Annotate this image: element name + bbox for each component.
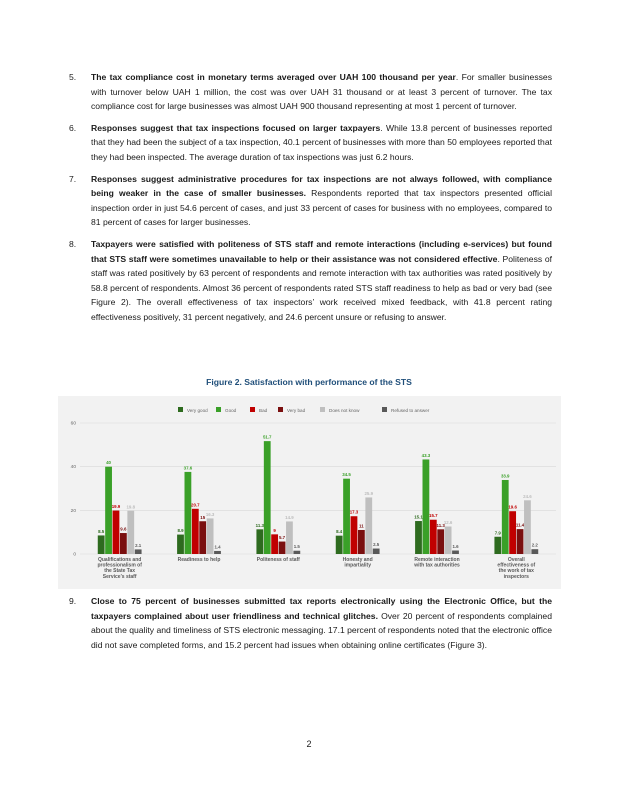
legend-swatch xyxy=(278,407,283,412)
data-label: 20.7 xyxy=(191,502,200,508)
x-tick-label: Readiness to help xyxy=(177,557,221,563)
data-label: 7.9 xyxy=(494,530,501,536)
x-tick-label: with tax authorities xyxy=(414,562,460,569)
data-label: 16.3 xyxy=(205,511,215,517)
data-label: 11.3 xyxy=(255,522,264,528)
numbered-list xyxy=(64,70,552,332)
item-number: 5. xyxy=(69,72,77,82)
legend-label: Good xyxy=(225,408,237,413)
item-lead: Responses suggest administrative procedures for tax inspections are not always followed, with compliance being weaker in the case of smaller businesses. xyxy=(91,173,552,199)
item-lead: Taxpayers were satisfied with politeness of STS staff and remote interactions (including e-services) but found that STS staff were sometimes unavailable to help or their assistance was not considered effective xyxy=(91,238,552,264)
data-label: 40 xyxy=(106,460,112,466)
data-label: 15.7 xyxy=(429,513,438,519)
data-label: 15.1 xyxy=(414,514,423,520)
y-tick-label: 0 xyxy=(73,552,76,558)
x-tick-label: Service's staff xyxy=(102,573,137,580)
legend-label: Bad xyxy=(259,408,268,413)
data-label: 11.4 xyxy=(515,522,525,528)
data-label: 12.6 xyxy=(443,519,453,525)
item-body: . Politeness of staff was rated positively by 63 percent of respondents and remote interaction with tax authorities was rated positively by 58.8 percent of respondents. Almost 36 percent of respondents rated STS staff readiness to help as bad or very bad (see Figure 2). The overall effectiveness of tax inspectors’ work received mixed feedback, with 41.8 percent rating effectiveness positively, 31 percent negatively, and 24.6 percent unsure or refusing to answer. xyxy=(91,253,552,322)
data-label: 24.6 xyxy=(523,493,532,499)
satisfaction-chart xyxy=(58,396,561,589)
bar xyxy=(271,534,278,554)
bar xyxy=(517,529,524,554)
bar xyxy=(509,511,516,554)
data-label: 1.5 xyxy=(293,544,300,550)
item-body: . For smaller businesses with turnover below UAH 1 million, the cost was over UAH 31 thousand or at least 3 percent of turnover. The tax compliance cost for large businesses was almost UAH 900 thousand representing at most 1 percent of turnover. xyxy=(91,72,552,112)
bar xyxy=(105,467,112,554)
data-label: 25.9 xyxy=(364,490,374,496)
page-number: 2 xyxy=(306,739,312,749)
bar xyxy=(264,441,271,554)
bar xyxy=(415,521,422,554)
legend-swatch xyxy=(250,407,255,412)
bar xyxy=(279,542,286,554)
list-item xyxy=(64,237,552,325)
bar xyxy=(127,511,134,554)
bar xyxy=(177,535,184,554)
data-label: 1.4 xyxy=(214,544,221,550)
item-number: 6. xyxy=(69,122,77,133)
bar xyxy=(256,529,263,554)
legend-swatch xyxy=(216,407,221,412)
bar xyxy=(358,530,365,554)
numbered-list-continued xyxy=(64,594,552,659)
bar xyxy=(343,479,350,554)
legend-label: Very good xyxy=(187,408,208,413)
bar xyxy=(373,549,380,554)
bar xyxy=(286,521,293,554)
bar xyxy=(135,549,142,554)
bar xyxy=(214,551,221,554)
bar xyxy=(494,537,501,554)
data-label: 2.1 xyxy=(135,542,142,548)
item-lead: Close to 75 percent of businesses submitted tax reports electronically using the Electronic Office, but the taxpayers complained about user friendliness and technical glitches. xyxy=(91,596,552,621)
list-item xyxy=(64,594,552,652)
x-tick-label: professionalism of xyxy=(97,562,142,569)
data-label: 33.9 xyxy=(500,473,510,479)
chart-svg xyxy=(58,396,561,589)
data-label: 2.5 xyxy=(373,542,380,548)
y-tick-label: 40 xyxy=(70,465,76,471)
data-label: 14.9 xyxy=(285,514,294,520)
bar xyxy=(452,551,459,554)
item-body: Respondents reported that tax inspectors presented official inspection order in just 54.6 percent of cases, and just 33 percent of cases for business with no employees, compared to 81 percent of cases for larger businesses. xyxy=(91,188,552,228)
data-label: 19.8 xyxy=(126,504,136,510)
bar xyxy=(185,472,192,554)
bar xyxy=(336,536,343,554)
figure-title: Figure 2. Satisfaction with performance of the STS xyxy=(206,377,412,387)
data-label: 9 xyxy=(273,527,276,533)
item-number: 7. xyxy=(69,173,77,184)
y-tick-label: 20 xyxy=(70,508,76,514)
data-label: 43.3 xyxy=(421,452,431,458)
bar xyxy=(524,500,531,554)
data-label: 15 xyxy=(200,514,206,520)
data-label: 5.7 xyxy=(278,535,286,541)
item-body: . While 13.8 percent of businesses reported that they had been the subject of a tax inspection, 40.1 percent of businesses with more than 50 employees reported that they had been inspected. The average duration of tax inspections was just 6.2 hours. xyxy=(91,122,553,162)
bar xyxy=(113,511,120,554)
data-label: 11 xyxy=(359,523,364,529)
legend-swatch xyxy=(320,407,325,412)
data-label: 17.3 xyxy=(349,509,359,515)
bar xyxy=(120,533,127,554)
x-tick-label: Politeness of staff xyxy=(256,557,300,563)
bar xyxy=(365,497,372,554)
x-tick-label: impartiality xyxy=(344,562,372,569)
data-label: 8.4 xyxy=(336,529,343,535)
x-tick-label: inspectors xyxy=(503,573,529,580)
list-item xyxy=(64,172,552,230)
data-label: 8.9 xyxy=(177,528,184,534)
data-label: 19.9 xyxy=(111,504,121,510)
data-label: 34.5 xyxy=(342,472,351,478)
data-label: 37.6 xyxy=(183,465,193,471)
legend-swatch xyxy=(178,407,183,412)
bar xyxy=(445,526,452,554)
legend-label: Does not know xyxy=(329,408,360,413)
x-tick-label: Qualifications and xyxy=(97,557,142,563)
bar xyxy=(207,518,214,554)
list-item xyxy=(64,121,552,165)
bar xyxy=(531,549,538,554)
item-lead: Responses suggest that tax inspections focused on larger taxpayers xyxy=(91,122,381,133)
list-item xyxy=(64,70,552,114)
data-label: 2.2 xyxy=(531,542,538,548)
bar xyxy=(351,516,358,554)
x-tick-label: effectiveness of xyxy=(497,562,536,569)
x-tick-label: Overall xyxy=(507,557,525,563)
bar xyxy=(293,551,300,554)
legend-label: Very bad xyxy=(287,408,306,413)
bar xyxy=(192,509,199,554)
legend-label: Refused to answer xyxy=(391,408,430,413)
data-label: 51.7 xyxy=(262,434,272,440)
bar xyxy=(199,521,206,554)
bar xyxy=(423,459,430,554)
data-label: 11.3 xyxy=(436,522,445,528)
bar xyxy=(98,535,105,554)
data-label: 9.6 xyxy=(120,526,127,532)
bar xyxy=(437,529,444,554)
legend-swatch xyxy=(382,407,387,412)
x-tick-label: the work of tax xyxy=(498,568,534,575)
y-tick-label: 60 xyxy=(70,421,76,427)
x-tick-label: Remote interaction xyxy=(414,557,460,563)
bar xyxy=(502,480,509,554)
item-lead: The tax compliance cost in monetary terms averaged over UAH 100 thousand per year xyxy=(91,72,456,82)
x-tick-label: the State Tax xyxy=(104,568,136,575)
item-number: 9. xyxy=(69,596,77,606)
x-tick-label: Honesty and xyxy=(342,557,373,563)
data-label: 1.6 xyxy=(452,544,459,550)
data-label: 8.5 xyxy=(98,528,105,534)
data-label: 19.6 xyxy=(508,504,517,510)
item-body: Over 20 percent of respondents complained about the quality and timeliness of STS electronic messaging. 17.1 percent of respondents noted that the electronic office did not save completed forms, and 15.2 percent had issues when obtaining online certificates (Figure 3). xyxy=(91,610,552,650)
item-number: 8. xyxy=(69,238,77,249)
